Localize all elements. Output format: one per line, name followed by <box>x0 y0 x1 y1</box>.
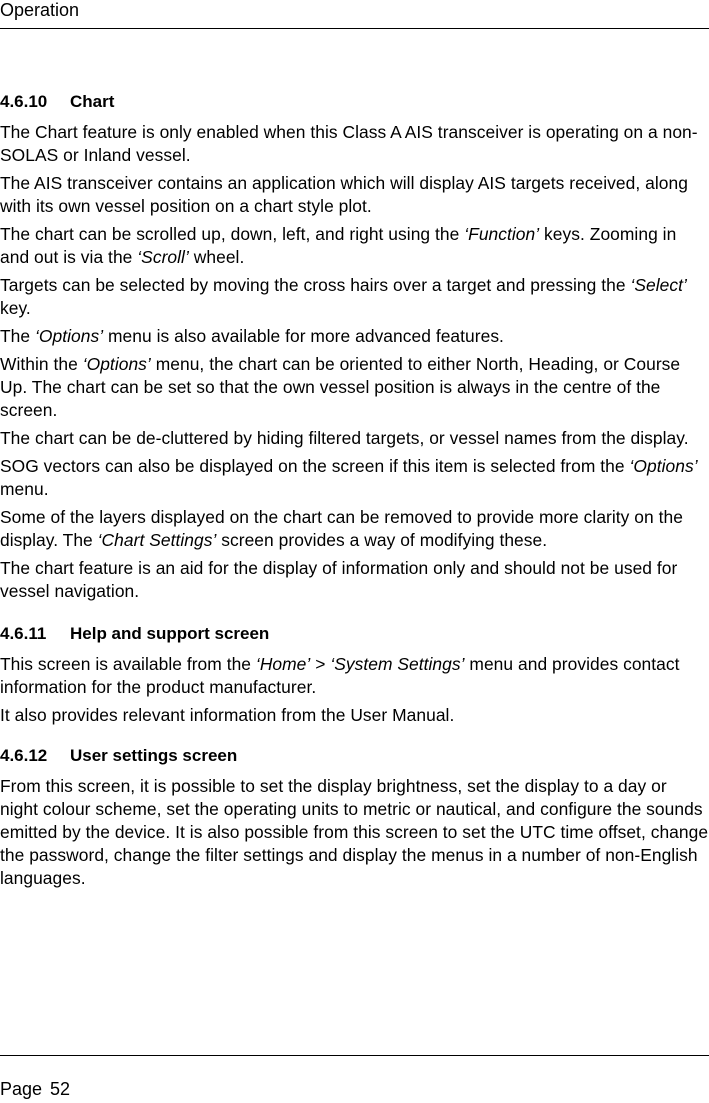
ui-term: ‘Options’ <box>629 456 698 476</box>
section-number: 4.6.10 <box>0 92 48 111</box>
section-title: User settings screen <box>70 746 238 765</box>
section-help-support <box>0 623 709 727</box>
ui-term: ‘Function’ <box>464 224 540 244</box>
page-body <box>0 91 709 890</box>
paragraph: The AIS transceiver contains an application which will display AIS targets received, along with its own vessel position on a chart style plot. <box>0 173 688 216</box>
running-head-title: Operation <box>0 0 80 20</box>
section-title: Chart <box>70 92 115 111</box>
ui-term: ‘Select’ <box>630 275 687 295</box>
section-number: 4.6.12 <box>0 746 48 765</box>
paragraph: SOG vectors can also be displayed on the screen if this item is selected from the ‘Options’ menu. <box>0 456 698 499</box>
paragraph: Some of the layers displayed on the chart can be removed to provide more clarity on the display. The ‘Chart Settings’ screen provides a way of modifying these. <box>0 507 683 550</box>
ui-term: ‘Chart Settings’ <box>97 530 217 550</box>
page-footer <box>0 1079 78 1099</box>
page-label: Page <box>0 1079 43 1099</box>
section-user-settings <box>0 745 709 890</box>
section-heading <box>0 623 709 645</box>
section-heading <box>0 745 709 767</box>
paragraph: This screen is available from the ‘Home’ > ‘System Settings’ menu and provides contact information for the product manufacturer. <box>0 654 680 697</box>
paragraph: It also provides relevant information from the User Manual. <box>0 705 455 725</box>
footer-rule <box>0 1055 709 1056</box>
paragraph: From this screen, it is possible to set the display brightness, set the display to a day or night colour scheme, set the operating units to metric or nautical, and configure the sounds emitted by the device. It is also possible from this screen to set the UTC time offset, change the password, change the filter settings and display the menus in a number of non-English languages. <box>0 776 709 888</box>
ui-term: ‘System Settings’ <box>330 654 465 674</box>
paragraph: The Chart feature is only enabled when this Class A AIS transceiver is operating on a non-SOLAS or Inland vessel. <box>0 122 698 165</box>
page-number: 52 <box>50 1079 71 1099</box>
section-heading <box>0 91 709 113</box>
section-title: Help and support screen <box>70 624 270 643</box>
ui-term: ‘Home’ <box>255 654 311 674</box>
section-chart <box>0 91 709 603</box>
header-rule <box>0 28 709 29</box>
paragraph: The chart can be scrolled up, down, left, and right using the ‘Function’ keys. Zooming in and out is via the ‘Scroll’ wheel. <box>0 224 677 267</box>
paragraph: Targets can be selected by moving the cross hairs over a target and pressing the ‘Select’ key. <box>0 275 687 318</box>
ui-term: ‘Scroll’ <box>137 247 189 267</box>
paragraph: The chart feature is an aid for the display of information only and should not be used for vessel navigation. <box>0 558 678 601</box>
section-number: 4.6.11 <box>0 624 47 643</box>
ui-term: ‘Options’ <box>82 354 151 374</box>
ui-term: ‘Options’ <box>35 326 104 346</box>
paragraph: Within the ‘Options’ menu, the chart can be oriented to either North, Heading, or Course Up. The chart can be set so that the own vessel position is always in the centre of the screen. <box>0 354 681 420</box>
paragraph: The ‘Options’ menu is also available for more advanced features. <box>0 326 504 346</box>
paragraph: The chart can be de-cluttered by hiding filtered targets, or vessel names from the display. <box>0 428 689 448</box>
